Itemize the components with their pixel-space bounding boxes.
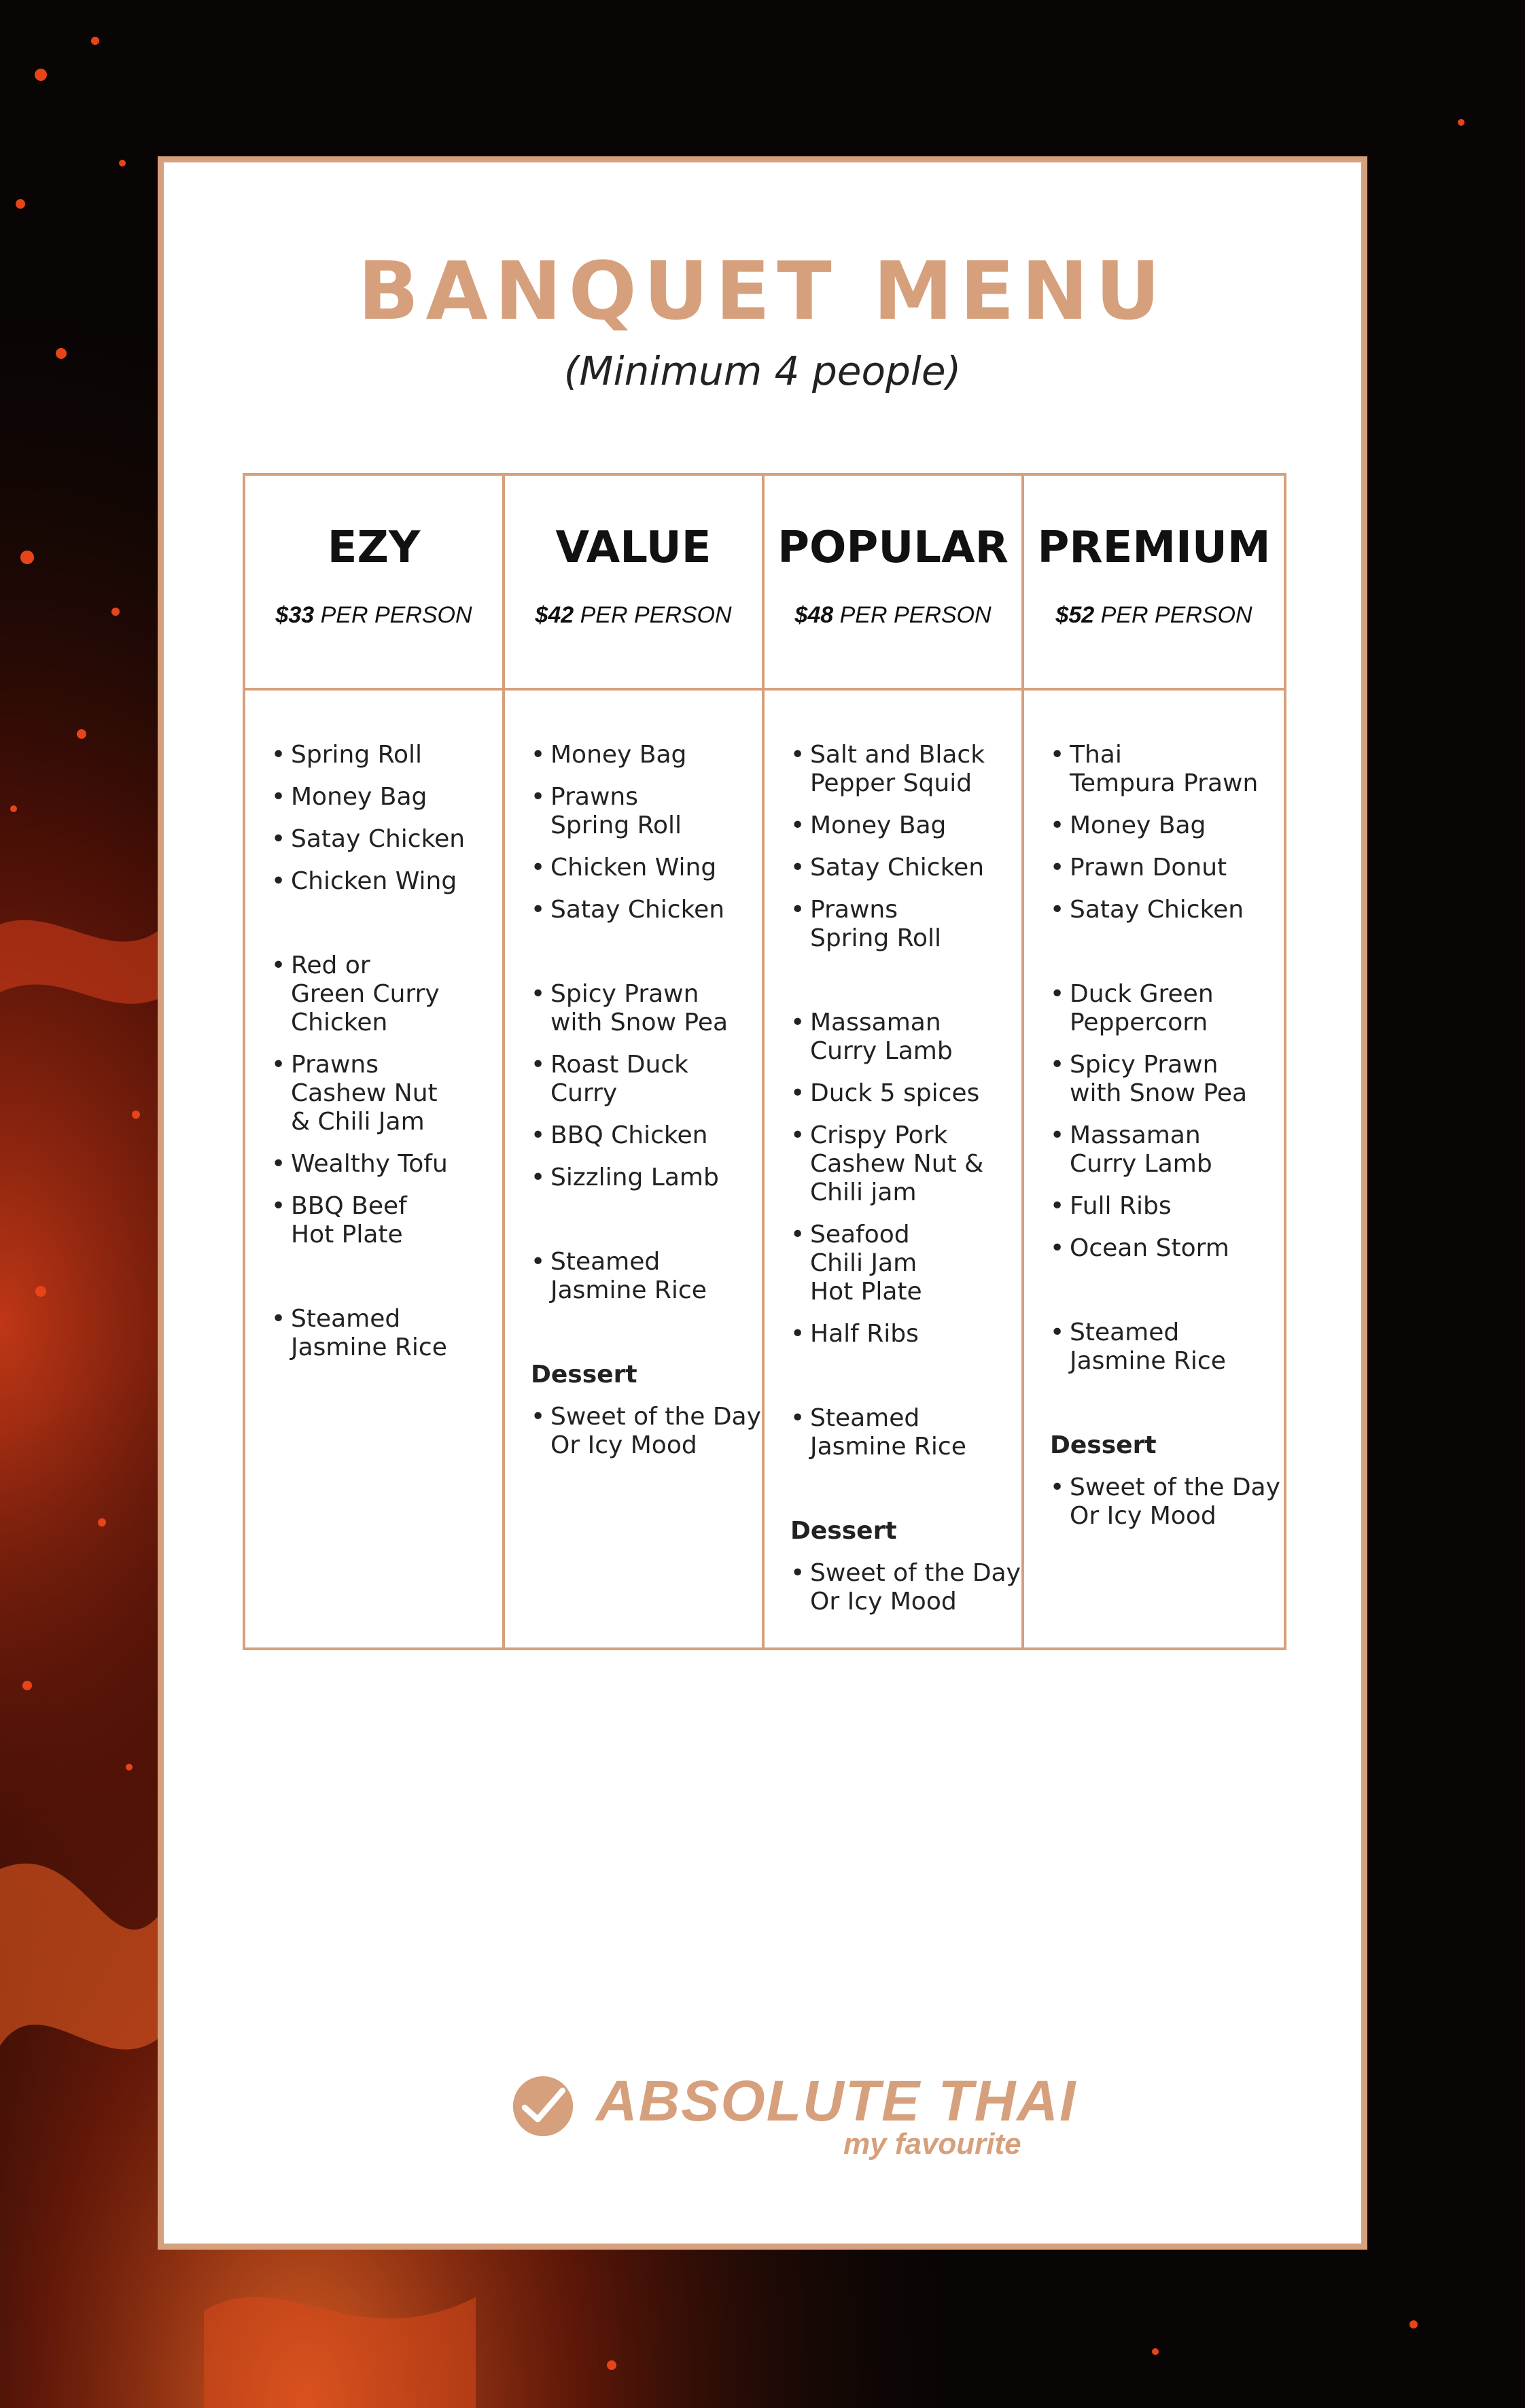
menu-item: • Chicken Wing xyxy=(271,867,502,896)
tier-header xyxy=(1024,476,1284,691)
tier-price-amount: $52 xyxy=(1055,602,1095,628)
tier-price-amount: $33 xyxy=(275,602,315,628)
menu-item: • Prawn Donut xyxy=(1050,854,1284,882)
tier-items xyxy=(505,691,762,1460)
menu-item: • Crispy Pork Cashew Nut & Chili jam xyxy=(790,1121,1021,1207)
tier-name: PREMIUM xyxy=(1037,523,1271,573)
dessert-heading: Dessert xyxy=(1050,1431,1157,1459)
menu-item: • Satay Chicken xyxy=(271,825,502,854)
banquet-table xyxy=(243,473,1286,1650)
menu-item: • Prawns Spring Roll xyxy=(790,896,1021,953)
menu-item: • Roast Duck Curry xyxy=(531,1051,762,1108)
menu-item: • Money Bag xyxy=(790,812,1021,840)
menu-item: • Duck Green Peppercorn xyxy=(1050,980,1284,1037)
menu-card xyxy=(158,156,1367,2250)
dessert-item: • Sweet of the Day Or Icy Mood xyxy=(1050,1473,1284,1531)
menu-item: • BBQ Chicken xyxy=(531,1121,762,1150)
menu-item: • Seafood Chili Jam Hot Plate xyxy=(790,1221,1021,1306)
menu-item: • Chicken Wing xyxy=(531,854,762,882)
menu-item: • Massaman Curry Lamb xyxy=(1050,1121,1284,1179)
menu-title: BANQUET MENU xyxy=(357,244,1168,338)
dessert-item: • Sweet of the Day Or Icy Mood xyxy=(790,1559,1021,1616)
tier-header xyxy=(245,476,502,691)
menu-item: • Wealthy Tofu xyxy=(271,1150,502,1179)
menu-item: • Steamed Jasmine Rice xyxy=(1050,1319,1284,1376)
tier-name: POPULAR xyxy=(777,523,1009,573)
dessert-item: • Sweet of the Day Or Icy Mood xyxy=(531,1403,762,1460)
tier-header xyxy=(765,476,1021,691)
menu-item: • Satay Chicken xyxy=(1050,896,1284,924)
menu-subtitle: (Minimum 4 people) xyxy=(563,348,962,394)
menu-item: • Spicy Prawn with Snow Pea xyxy=(531,980,762,1037)
tier-name: VALUE xyxy=(555,523,712,573)
brand-name: ABSOLUTE THAI xyxy=(596,2069,1077,2133)
tier-header xyxy=(505,476,762,691)
tier-price xyxy=(1024,604,1284,627)
tier-column-value xyxy=(505,476,765,1647)
tier-price xyxy=(505,604,762,627)
menu-item: • Satay Chicken xyxy=(531,896,762,924)
tier-items xyxy=(1024,691,1284,1531)
menu-item: • Satay Chicken xyxy=(790,854,1021,882)
menu-item: • Prawns Cashew Nut & Chili Jam xyxy=(271,1051,502,1136)
menu-item: • Steamed Jasmine Rice xyxy=(271,1305,502,1362)
menu-item: • Massaman Curry Lamb xyxy=(790,1009,1021,1066)
tier-items xyxy=(765,691,1021,1616)
menu-item: • Salt and Black Pepper Squid xyxy=(790,741,1021,798)
menu-item: • Steamed Jasmine Rice xyxy=(531,1248,762,1305)
tier-items xyxy=(245,691,502,1362)
menu-item: • Thai Tempura Prawn xyxy=(1050,741,1284,798)
menu-item: • Money Bag xyxy=(1050,812,1284,840)
menu-item: • Spring Roll xyxy=(271,741,502,769)
checkmark-circle-icon xyxy=(510,2074,576,2139)
tier-column-popular xyxy=(765,476,1024,1647)
tier-price-unit: PER PERSON xyxy=(580,602,732,628)
menu-item: • Sizzling Lamb xyxy=(531,1164,762,1192)
menu-item: • Prawns Spring Roll xyxy=(531,783,762,840)
menu-item: • Full Ribs xyxy=(1050,1192,1284,1221)
menu-item: • Spicy Prawn with Snow Pea xyxy=(1050,1051,1284,1108)
tier-price-amount: $42 xyxy=(535,602,574,628)
tier-price xyxy=(245,604,502,627)
tier-price-unit: PER PERSON xyxy=(1100,602,1252,628)
menu-item: • Money Bag xyxy=(531,741,762,769)
menu-item: • Money Bag xyxy=(271,783,502,812)
menu-item: • Duck 5 spices xyxy=(790,1079,1021,1108)
menu-item: • BBQ Beef Hot Plate xyxy=(271,1192,502,1249)
menu-item: • Ocean Storm xyxy=(1050,1234,1284,1263)
tier-price-unit: PER PERSON xyxy=(839,602,992,628)
dessert-heading: Dessert xyxy=(790,1517,897,1545)
brand-tagline: my favourite xyxy=(843,2127,1021,2161)
tier-column-premium xyxy=(1024,476,1284,1647)
tier-price-unit: PER PERSON xyxy=(320,602,472,628)
menu-item: • Steamed Jasmine Rice xyxy=(790,1404,1021,1461)
menu-item: • Half Ribs xyxy=(790,1320,1021,1348)
tier-column-ezy xyxy=(245,476,505,1647)
menu-item: • Red or Green Curry Chicken xyxy=(271,952,502,1037)
brand-logo xyxy=(510,2065,1077,2174)
tier-price-amount: $48 xyxy=(794,602,834,628)
tier-price xyxy=(765,604,1021,627)
tier-name: EZY xyxy=(327,523,421,573)
dessert-heading: Dessert xyxy=(531,1361,637,1389)
